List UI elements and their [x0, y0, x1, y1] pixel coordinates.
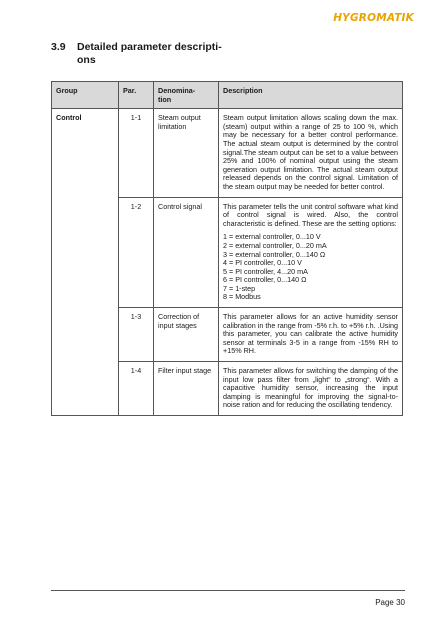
- option-item: 8 = Modbus: [223, 292, 261, 302]
- option-item: 2 = external controller, 0...20 mA: [223, 240, 327, 250]
- section-number: 3.9: [51, 41, 66, 53]
- row-par: 1-2: [119, 197, 154, 308]
- option-item: 3 = external controller, 0...140 Ω: [223, 249, 326, 259]
- header-description: Description: [219, 82, 403, 109]
- section-title: [51, 41, 251, 67]
- row-denomination: Control signal: [154, 197, 219, 308]
- row-group: [52, 362, 119, 416]
- option-item: 5 = PI controller, 4...20 mA: [223, 266, 308, 276]
- option-item: 6 = PI controller, 0...140 Ω: [223, 275, 307, 285]
- row-denomination: Correction of input stages: [154, 308, 219, 362]
- row-denomination: Steam output limitation: [154, 109, 219, 197]
- control-signal-options: [223, 233, 398, 302]
- row-par: 1-4: [119, 362, 154, 416]
- row-description: This parameter allows for an active humidity sensor calibration in the range from -5% r.h. to +5% r.h. .Using this parameter, you can calibrate the active humidity sensor at terminals 3-5 in a range from -15% RH to +15% RH.: [219, 308, 403, 362]
- table-row: [52, 362, 403, 416]
- section-title-line1: Detailed parameter descripti-: [77, 41, 222, 53]
- row-description: This parameter tells the unit control software what kind of control signal is wired. Also, the control characteristic is defined. These are the setting options:: [223, 201, 398, 228]
- header-group: Group: [52, 82, 119, 109]
- table-header-row: [52, 82, 403, 109]
- row-group: Control: [52, 109, 119, 197]
- row-description: This parameter allows for switching the damping of the input low pass filter from „light“ to „strong“. With a capacitive humidity sensor, increasing the input damping is meaningful for improving the signal-to-noise ration and for reducing the oscillating tendency.: [219, 362, 403, 416]
- footer-divider: [51, 590, 405, 591]
- table-row: [52, 308, 403, 362]
- page-number: Page 30: [375, 598, 405, 607]
- option-item: 1 = external controller, 0...10 V: [223, 232, 321, 242]
- row-denomination: Filter input stage: [154, 362, 219, 416]
- option-item: 7 = 1-step: [223, 283, 256, 293]
- section-title-line2: ons: [77, 54, 96, 66]
- hygromatik-logo: HYGROMATIK: [333, 12, 414, 24]
- option-item: 4 = PI controller, 0...10 V: [223, 258, 302, 268]
- row-par: 1-3: [119, 308, 154, 362]
- table-row: [52, 197, 403, 308]
- row-group: [52, 308, 119, 362]
- header-par: Par.: [119, 82, 154, 109]
- header-denomination: Denomina- tion: [154, 82, 219, 109]
- parameter-table: [51, 81, 403, 416]
- row-description-cell: [219, 197, 403, 308]
- row-par: 1-1: [119, 109, 154, 197]
- table-row: [52, 109, 403, 197]
- row-description: Steam output limitation allows scaling down the max. (steam) output within a range of 25 to 100 %, which may be necessary for a better control performance. The actual steam output is determined by the control signal.The steam output can be set to a value between 25% and 100% of nominal output using the steam generation output limitation. The actual steam output released depends on the control signal. Limitation of the steam output may be needed for better control.: [219, 109, 403, 197]
- row-group: [52, 197, 119, 308]
